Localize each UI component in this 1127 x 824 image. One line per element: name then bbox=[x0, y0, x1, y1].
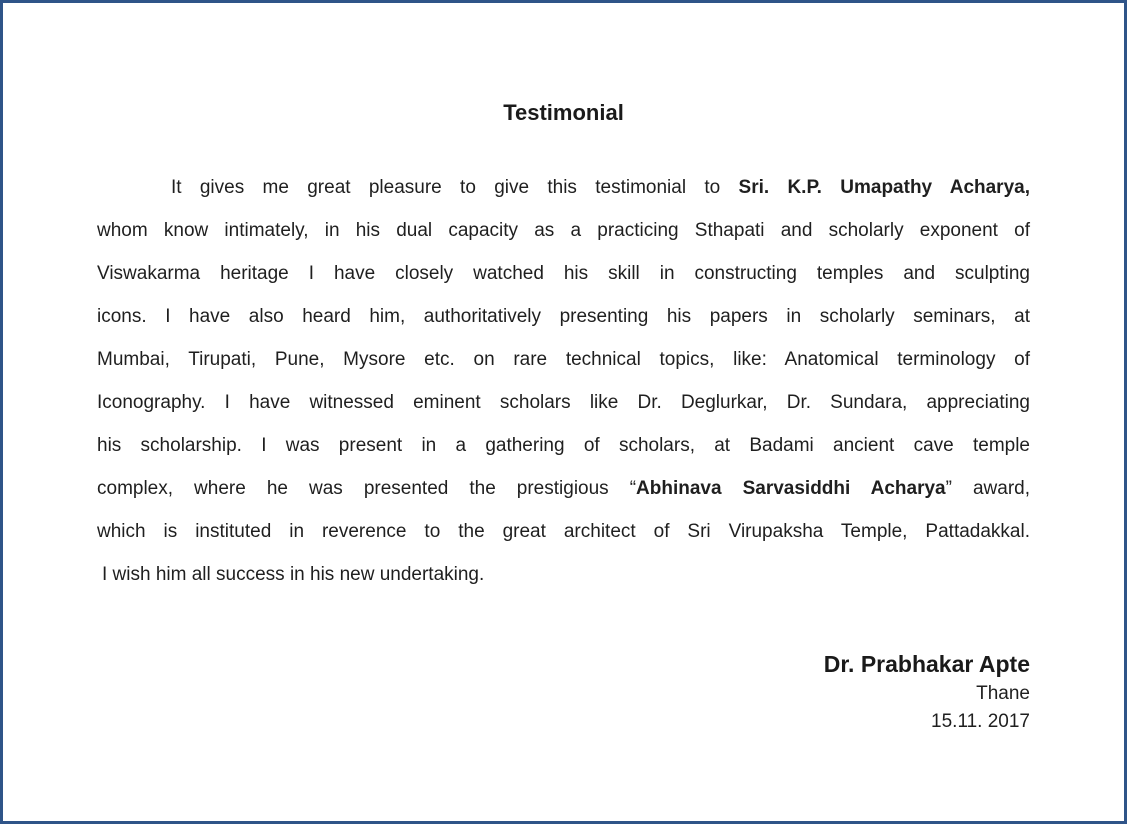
paragraph-line: Mumbai, Tirupati, Pune, Mysore etc. on rare technical topics, like: Anatomical terminology of bbox=[97, 349, 1030, 370]
signature-place: Thane bbox=[976, 683, 1030, 704]
paragraph-line: Iconography. I have witnessed eminent scholars like Dr. Deglurkar, Dr. Sundara, appreciating bbox=[97, 392, 1030, 413]
paragraph-line: his scholarship. I was present in a gathering of scholars, at Badami ancient cave temple bbox=[97, 435, 1030, 456]
paragraph-line: whom know intimately, in his dual capacity as a practicing Sthapati and scholarly exponent of bbox=[97, 220, 1030, 241]
signature-name: Dr. Prabhakar Apte bbox=[823, 651, 1030, 677]
paragraph-line: icons. I have also heard him, authoritatively presenting his papers in scholarly seminars, at bbox=[97, 306, 1030, 327]
paragraph-text: ” award, bbox=[945, 478, 1030, 499]
paragraph-line: I wish him all success in his new undertaking. bbox=[102, 564, 485, 585]
testimonial-paragraph bbox=[97, 166, 1030, 596]
paragraph-line: Viswakarma heritage I have closely watched his skill in constructing temples and sculpting bbox=[97, 263, 1030, 284]
signature-block bbox=[97, 648, 1030, 736]
paragraph-line bbox=[97, 467, 1030, 510]
document-title: Testimonial bbox=[503, 100, 624, 125]
paragraph-line: which is instituted in reverence to the great architect of Sri Virupaksha Temple, Pattadakkal. bbox=[97, 521, 1030, 542]
award-name-bold: Abhinava Sarvasiddhi Acharya bbox=[636, 478, 946, 499]
paragraph-text: It gives me great pleasure to give this testimonial to bbox=[171, 177, 739, 198]
paragraph-line bbox=[97, 166, 1030, 209]
signature-date: 15.11. 2017 bbox=[931, 711, 1030, 732]
paragraph-text: complex, where he was presented the prestigious “ bbox=[97, 478, 637, 499]
recipient-name-bold: Sri. K.P. Umapathy Acharya, bbox=[738, 177, 1030, 198]
